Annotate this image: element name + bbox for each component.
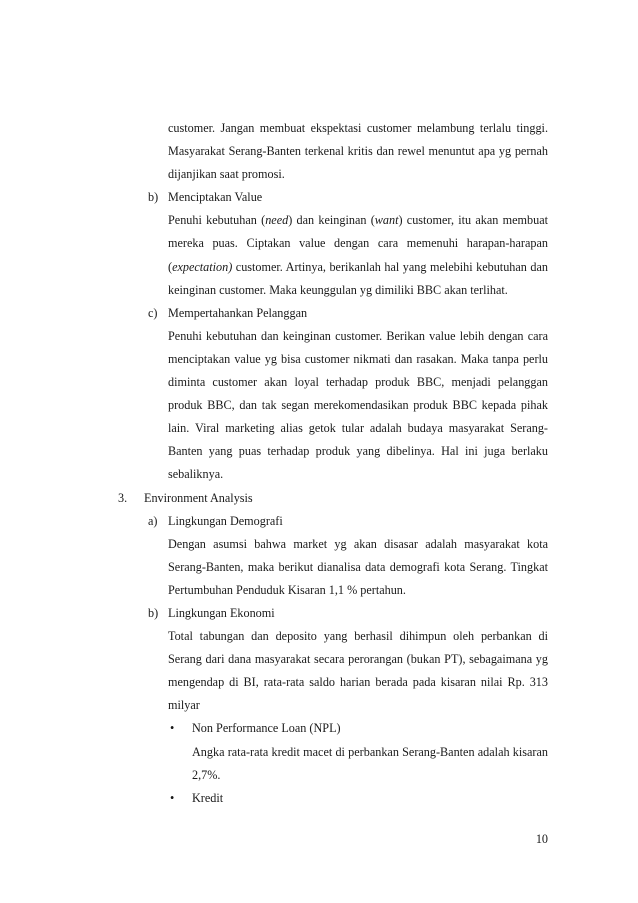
item-b-expectation-term: expectation) (172, 259, 233, 274)
bullet-npl-title: Non Performance Loan (NPL) (192, 721, 341, 736)
item-b-text-1: Penuhi kebutuhan ( (168, 213, 266, 228)
section-3a-marker: a) (148, 513, 158, 528)
item-c-marker: c) (148, 305, 158, 320)
page-content (118, 117, 548, 810)
item-b-text-4: customer. Artinya, berikanlah hal yang melebihi kebutuhan dan keinginan customer. Maka keunggulan yg dimiliki BBC akan terlihat. (168, 259, 548, 297)
item-b-marker: b) (148, 190, 159, 205)
section-3-title: Environment Analysis (144, 490, 253, 505)
section-3-marker: 3. (118, 490, 128, 505)
item-b-text-2: ) dan keinginan ( (288, 213, 375, 228)
item-c-heading (118, 302, 548, 325)
section-3a-heading (118, 510, 548, 533)
section-3a-title: Lingkungan Demografi (168, 513, 283, 528)
section-3b-marker: b) (148, 605, 159, 620)
bullet-icon: • (170, 790, 175, 805)
page-number: 10 (535, 832, 548, 846)
item-b-want-term: want (374, 213, 399, 228)
section-3b-heading (118, 602, 548, 625)
item-b-need-term: need (265, 213, 289, 228)
continued-paragraph: customer. Jangan membuat ekspektasi customer melambung terlalu tinggi. Masyarakat Serang-Banten terkenal kritis dan rewel menuntut apa yg pernah dijanjikan saat promosi. (168, 121, 548, 182)
item-b-title: Menciptakan Value (168, 190, 263, 205)
bullet-kredit (118, 787, 548, 810)
section-3a-paragraph: Dengan asumsi bahwa market yg akan disasar adalah masyarakat kota Serang-Banten, maka berikut dianalisa data demografi kota Serang. Tingkat Pertumbuhan Penduduk Kisaran 1,1 % pertahun. (168, 536, 548, 597)
item-b-paragraph (118, 209, 548, 301)
bullet-kredit-title: Kredit (192, 790, 224, 805)
item-b-heading (118, 186, 548, 209)
section-3b-paragraph: Total tabungan dan deposito yang berhasil dihimpun oleh perbankan di Serang dari dana masyarakat secara perorangan (bukan PT), sebagaimana yg mengendap di BI, rata-rata saldo harian berada pada kisaran nilai Rp. 313 milyar (168, 629, 548, 713)
item-b-text-3: ) customer, itu akan membuat mereka puas. Ciptakan value dengan cara memenuhi harapan-harapan ( (168, 213, 549, 274)
bullet-npl (118, 717, 548, 740)
bullet-icon: • (170, 721, 175, 736)
item-c-paragraph: Penuhi kebutuhan dan keinginan customer. Berikan value lebih dengan cara menciptakan value yg bisa customer nikmati dan rasakan. Maka tanpa perlu diminta customer akan loyal terhadap produk BBC, menjadi pelanggan produk BBC, dan tak segan merekomendasikan produk BBC kepada pihak lain. Viral marketing alias getok tular adalah budaya masyarakat Serang-Banten yang puas terhadap produk yang dibelinya. Hal ini juga berlaku sebaliknya. (168, 328, 548, 482)
section-3b-title: Lingkungan Ekonomi (168, 605, 275, 620)
bullet-npl-paragraph: Angka rata-rata kredit macet di perbankan Serang-Banten adalah kisaran 2,7%. (192, 744, 548, 782)
item-c-title: Mempertahankan Pelanggan (168, 305, 308, 320)
section-3-heading (118, 487, 548, 510)
